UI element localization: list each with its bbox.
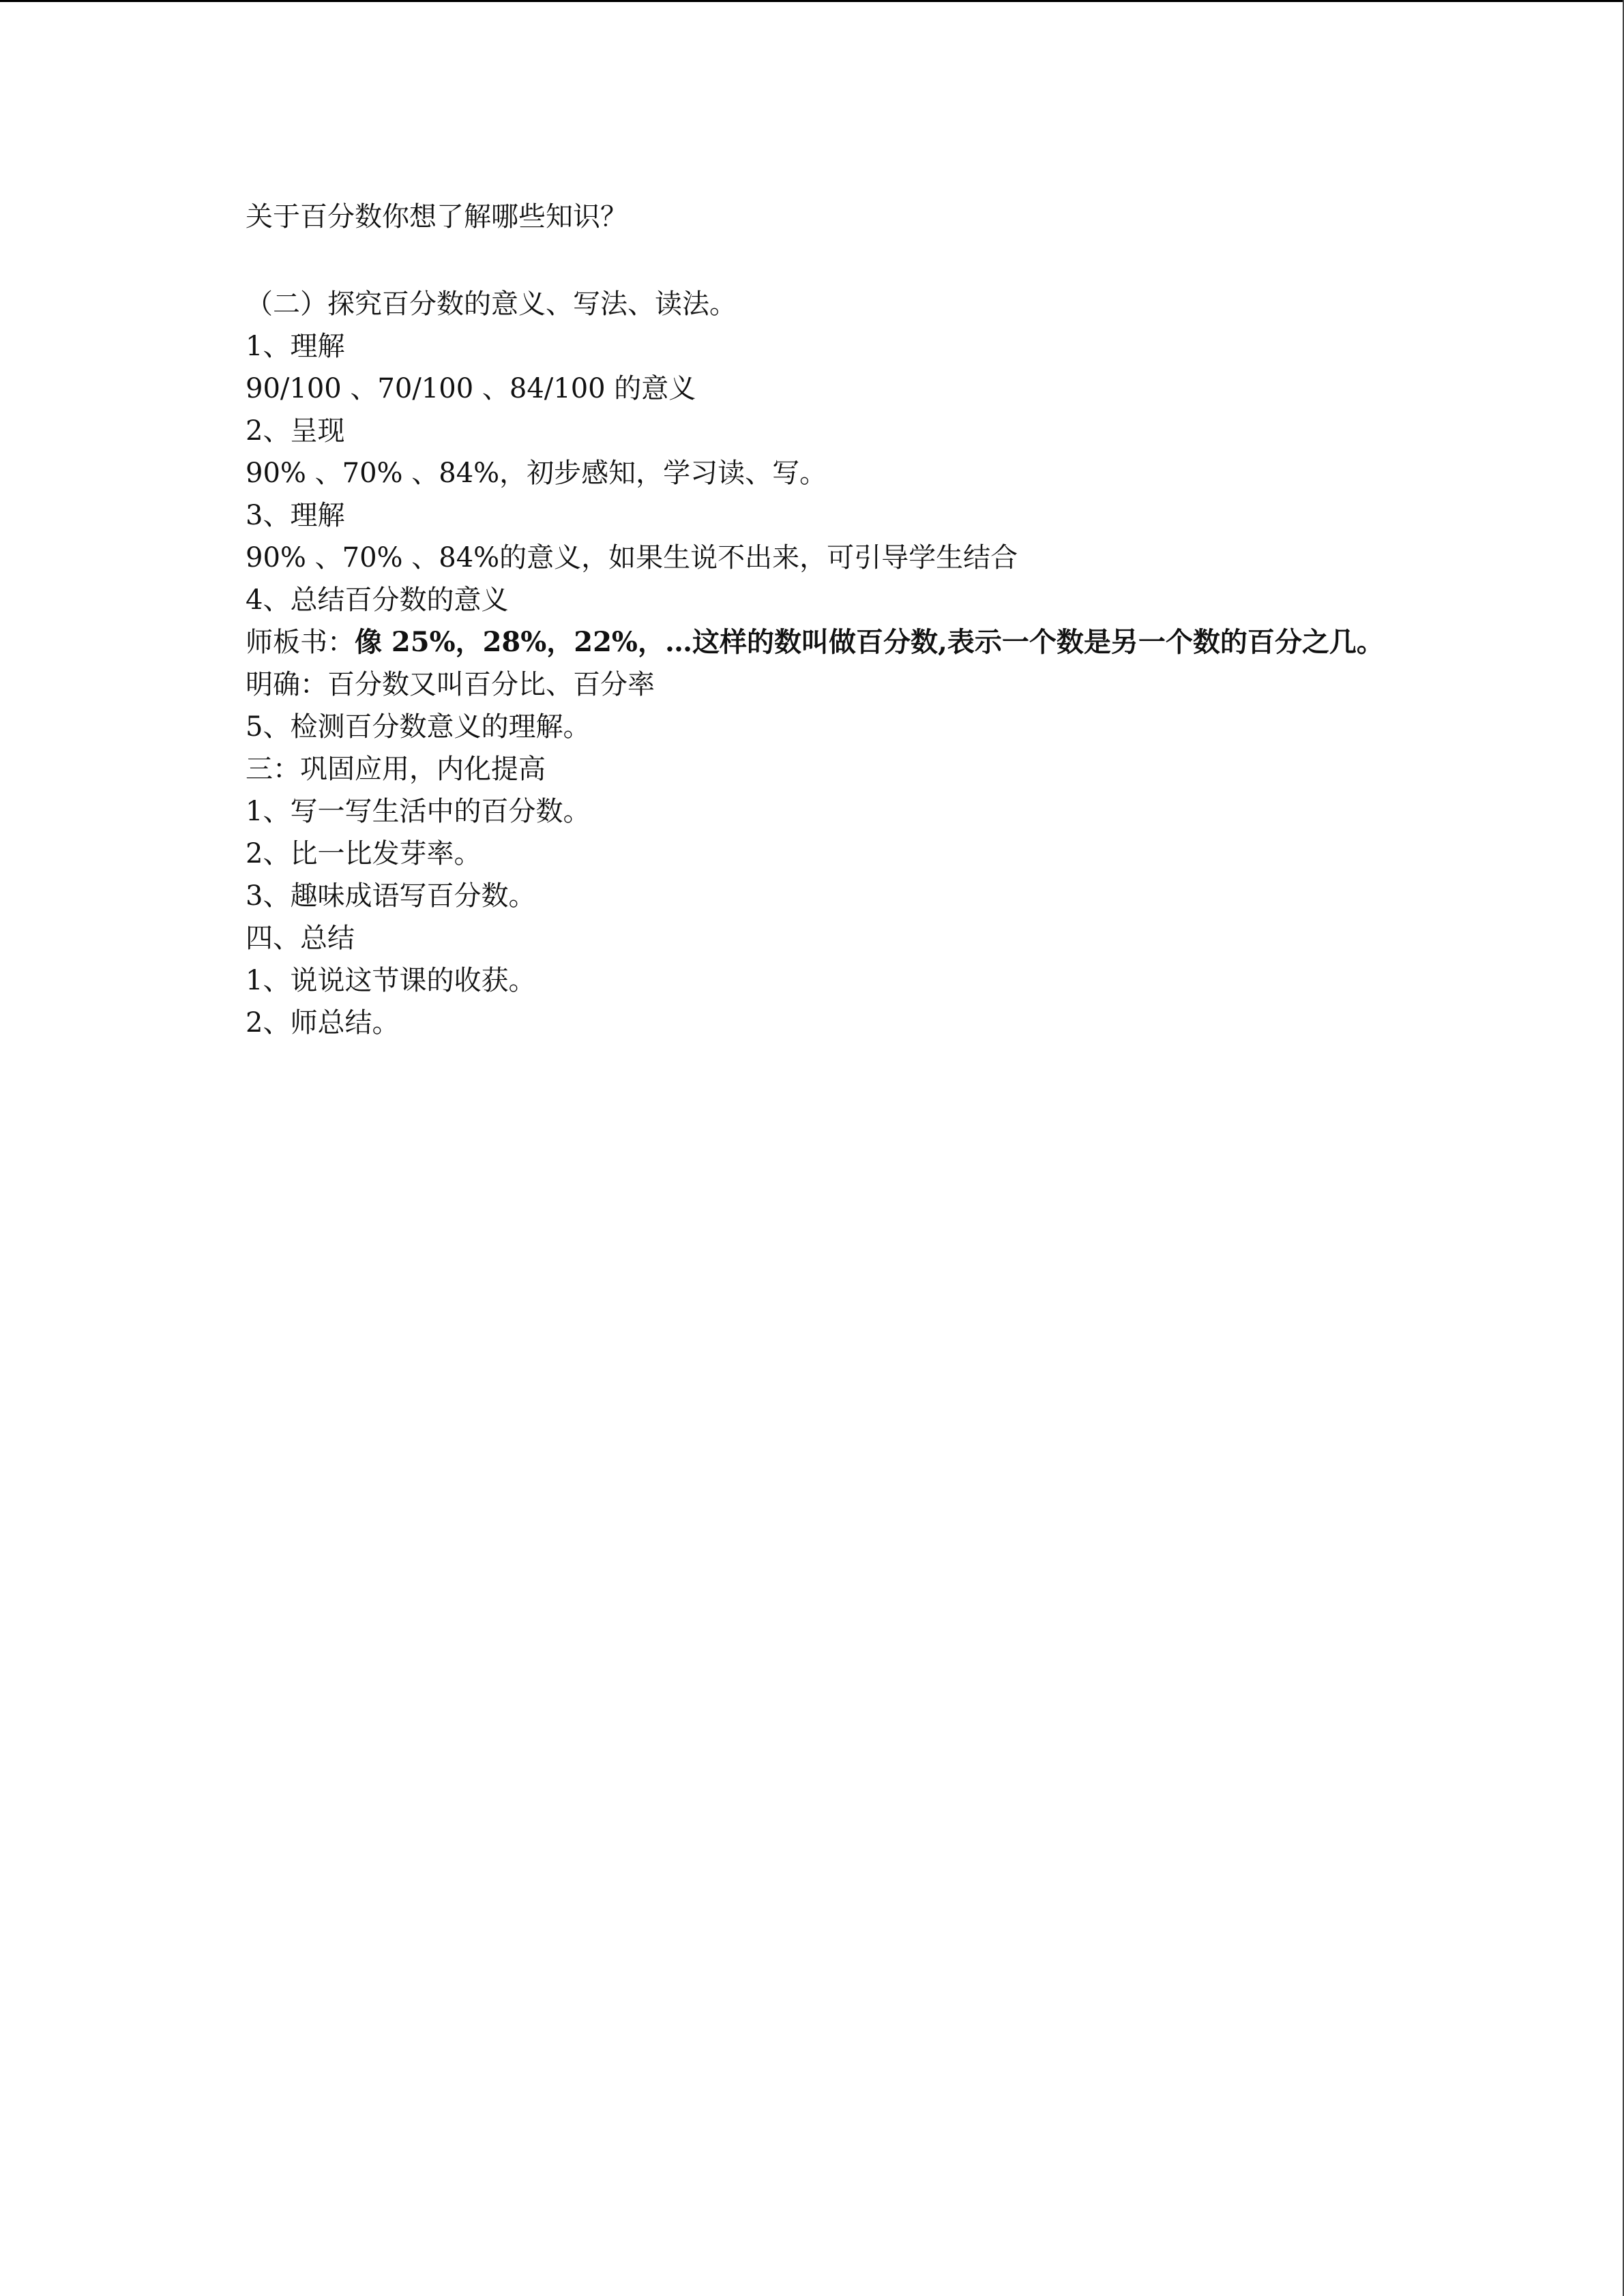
practice-item-2: 2、比一比发芽率。: [246, 838, 482, 869]
step-3-content: 90% 、70% 、84%的意义，如果生说不出来，可引导学生结合: [246, 542, 1018, 573]
board-note-prefix: 师板书：: [246, 627, 355, 658]
section-two-heading: （二）探究百分数的意义、写法、读法。: [246, 288, 737, 320]
top-border-line: [0, 0, 1624, 2]
clarification-line: 明确：百分数又叫百分比、百分率: [246, 669, 655, 700]
step-5-heading: 5、检测百分数意义的理解。: [246, 711, 591, 743]
step-2-content: 90% 、70% 、84%，初步感知，学习读、写。: [246, 458, 827, 489]
board-note-definition: 像 25%，28%，22%，…这样的数叫做百分数,表示一个数是另一个数的百分之几。: [355, 626, 1384, 658]
step-2-heading: 2、呈现: [246, 415, 345, 447]
step-4-heading: 4、总结百分数的意义: [246, 584, 509, 616]
document-body: [246, 196, 1391, 1044]
summary-item-2: 2、师总结。: [246, 1007, 400, 1039]
practice-item-3: 3、趣味成语写百分数。: [246, 880, 536, 912]
section-four-heading: 四、总结: [246, 923, 355, 954]
summary-item-1: 1、说说这节课的收获。: [246, 965, 536, 996]
section-three-heading: 三：巩固应用，内化提高: [246, 754, 546, 785]
practice-item-1: 1、写一写生活中的百分数。: [246, 796, 591, 827]
board-note: [246, 621, 1391, 664]
step-3-heading: 3、理解: [246, 500, 345, 531]
step-1-content: 90/100 、70/100 、84/100 的意义: [246, 373, 696, 404]
step-1-heading: 1、理解: [246, 331, 345, 362]
blank-line: [246, 238, 1391, 283]
intro-question: 关于百分数你想了解哪些知识？: [246, 201, 628, 233]
